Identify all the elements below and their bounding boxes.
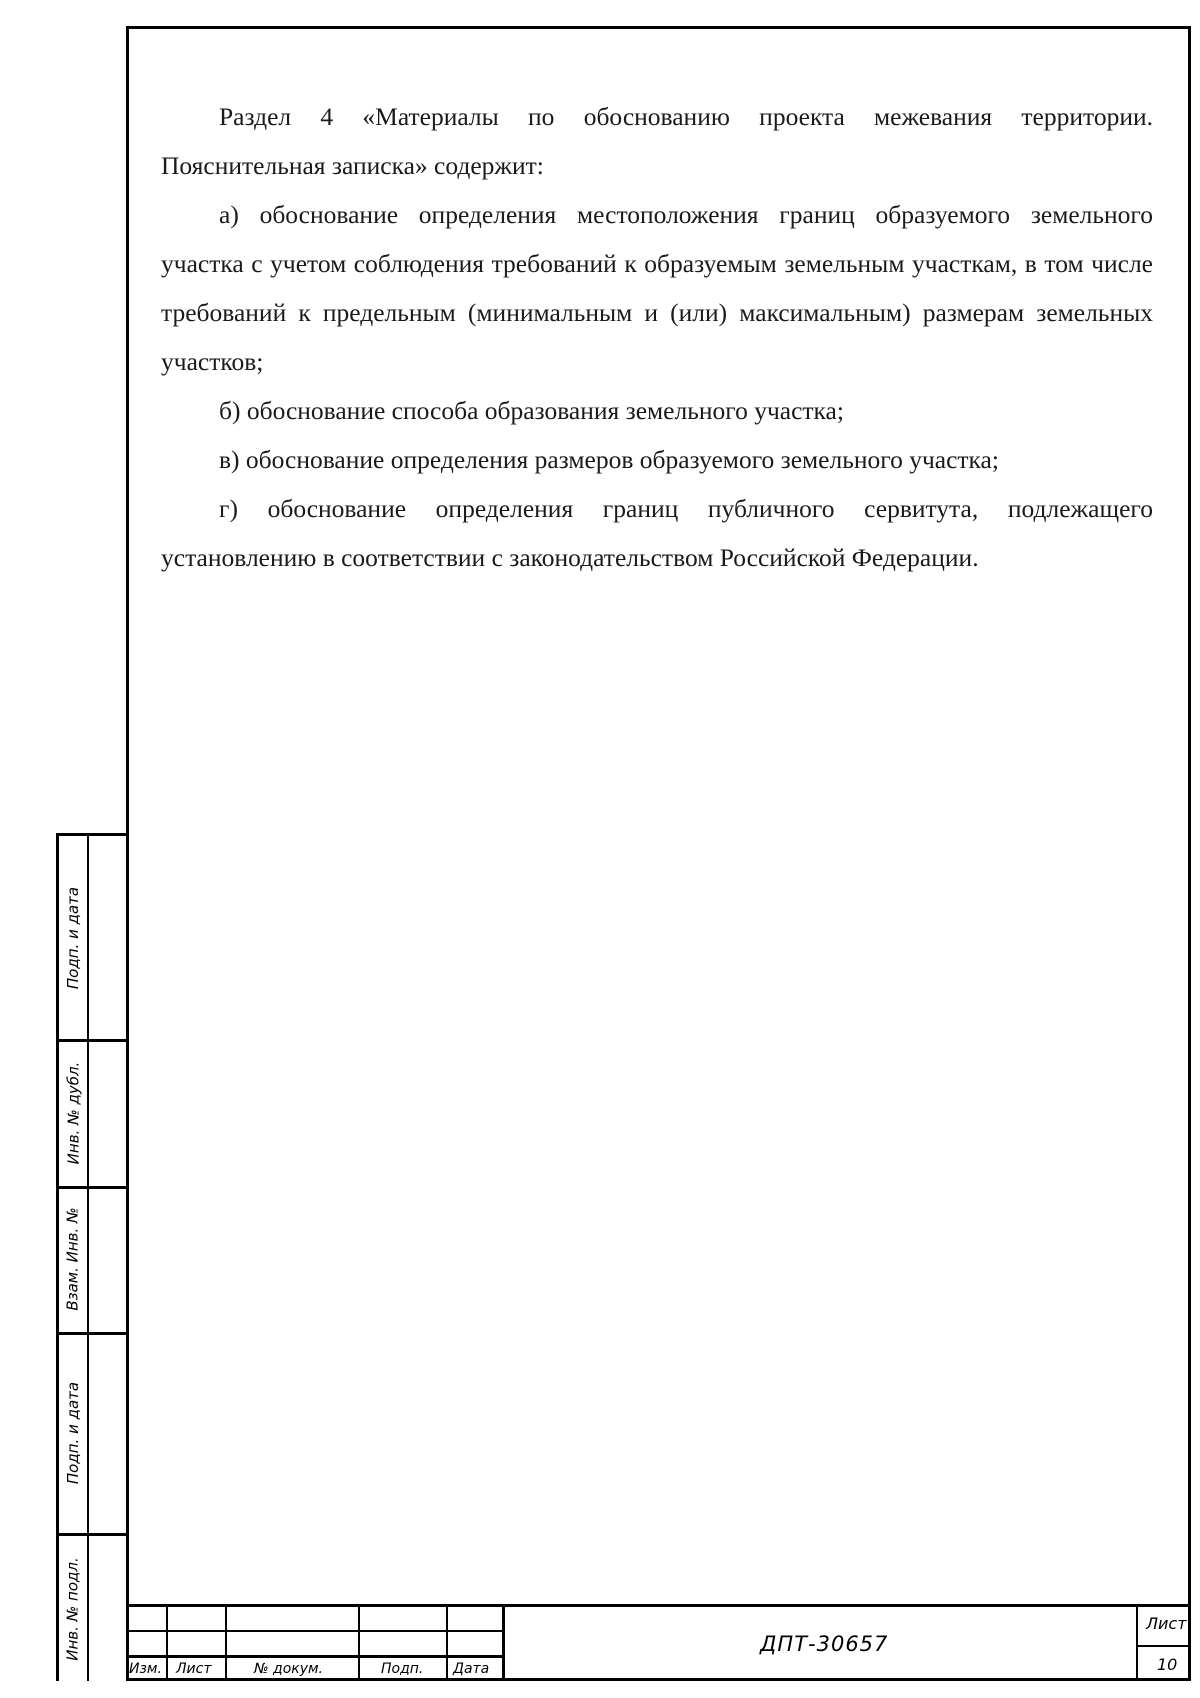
side-label-replace-inv: Взам. Инв. № [64,1207,83,1311]
paragraph-section-intro: Раздел 4 «Материалы по обоснованию проекта межевания территории. Пояснительная записка» содержит: [161,102,1153,180]
tb-col-date: Дата [453,1661,490,1677]
side-label-inv-dupl: Инв. № дубл. [64,1061,83,1164]
side-label-sign-date-2: Подп. и дата [64,1381,82,1484]
sheet-label: Лист [1146,1614,1187,1633]
paragraph-item-g: г) обоснование определения границ публичного сервитута, подлежащего установлению в соответствии с законодательством Российской Федерации. [161,494,1153,572]
side-stamp [56,833,126,1681]
tb-col-signature: Подп. [381,1661,424,1677]
paragraph-item-v: в) обоснование определения размеров образуемого земельного участка; [219,445,999,474]
side-label-inv-orig: Инв. № подл. [64,1556,83,1661]
document-body [161,92,1153,582]
tb-col-sheet: Лист [176,1661,212,1677]
document-code: ДПТ-30657 [760,1632,889,1656]
side-label-sign-date: Подп. и дата [64,886,82,989]
sheet-number: 10 [1157,1655,1178,1674]
paragraph-item-a: а) обоснование определения местоположения границ образуемого земельного участка с учетом соблюдения требований к образуемым земельным участкам, в том числе требований к предельным (минимальным и (или) максимальным) размерам земельных участков; [161,200,1153,376]
paragraph-item-b: б) обоснование способа образования земельного участка; [219,396,844,425]
tb-col-doc-no: № докум. [254,1661,324,1677]
tb-col-change: Изм. [129,1661,162,1677]
